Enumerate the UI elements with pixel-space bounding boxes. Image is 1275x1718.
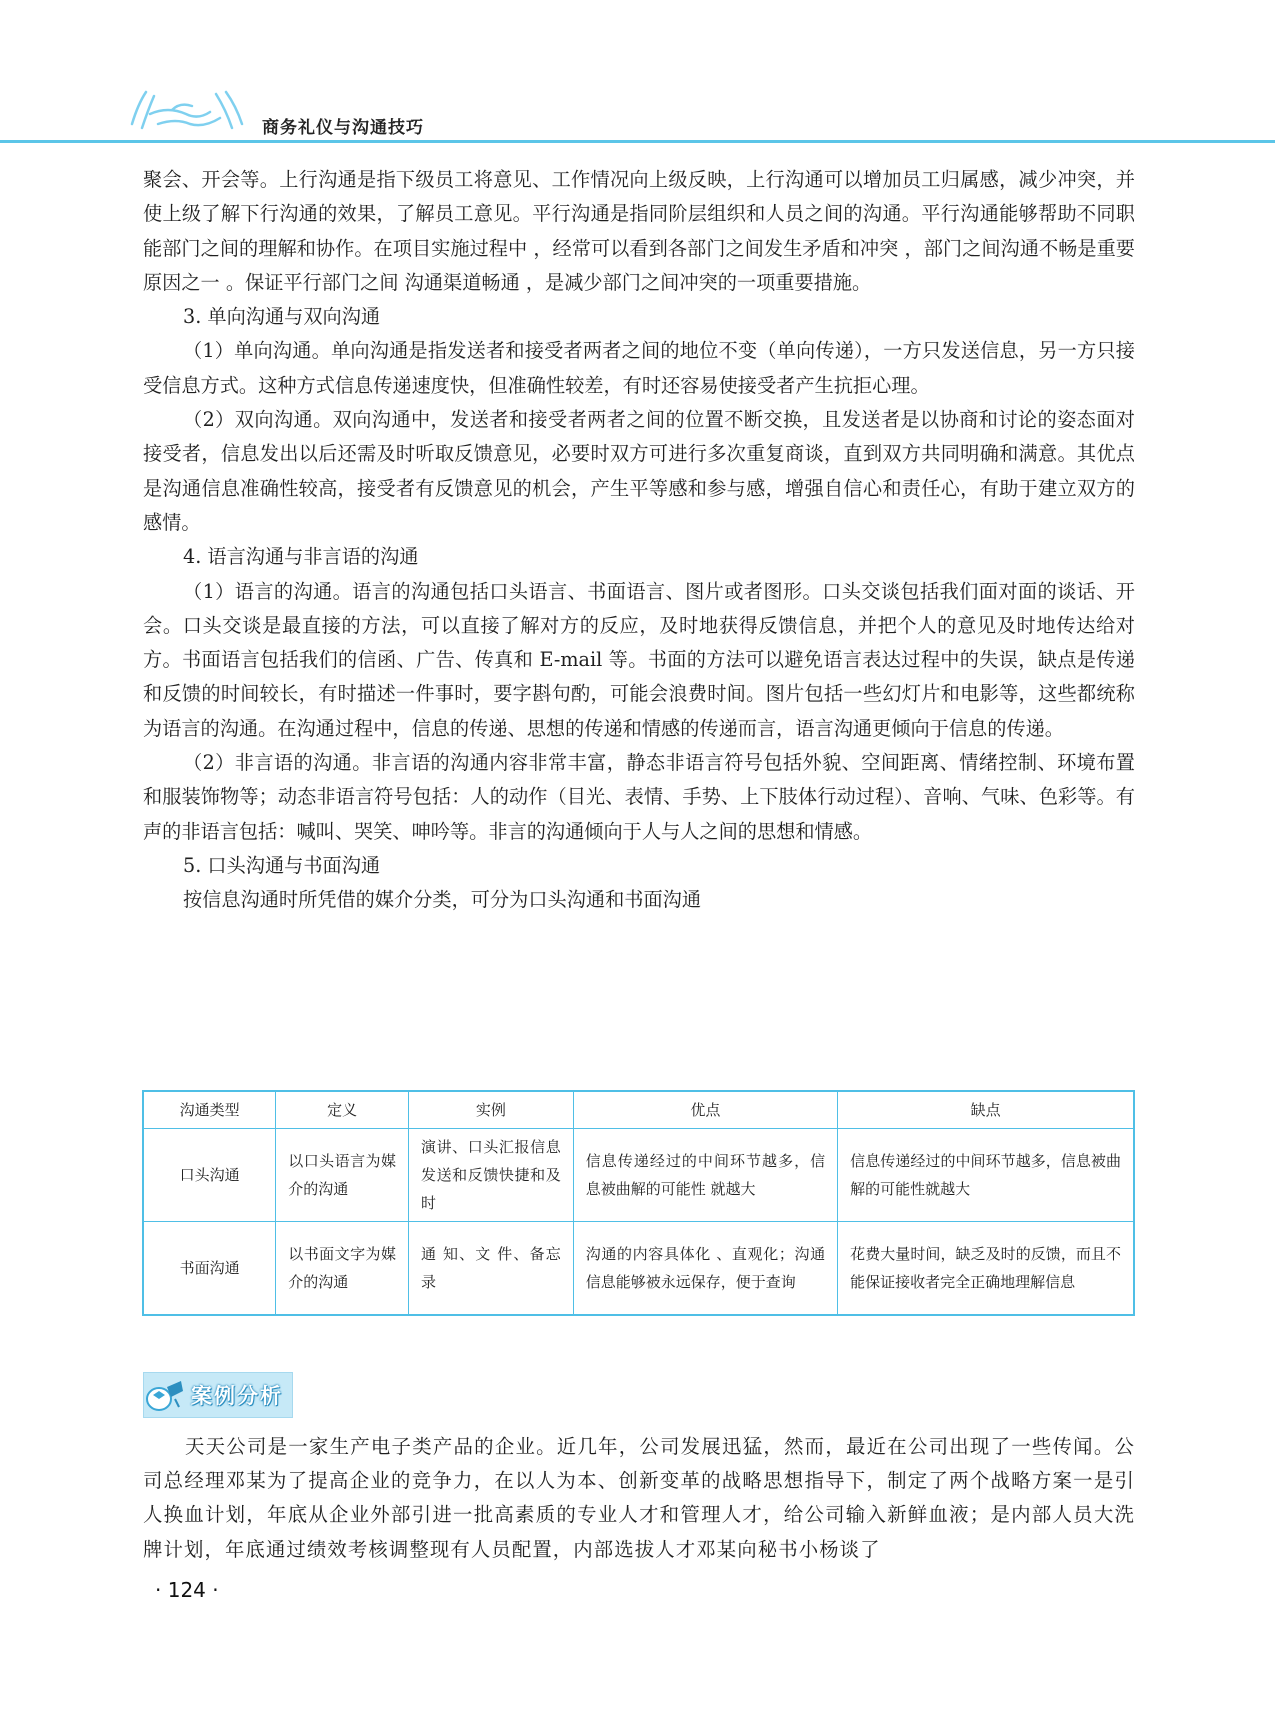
page-number: · 124 · <box>155 1578 219 1602</box>
case-analysis-label: 案例分析 <box>191 1384 283 1408</box>
case-text <box>143 1430 1135 1567</box>
table-header-row <box>143 1091 1134 1129</box>
paragraph: （1）语言的沟通。语言的沟通包括口头语言、书面语言、图片或者图形。口头交谈包括我们面对面的谈话、开会。口头交谈是最直接的方法，可以直接了解对方的反应，及时地获得反馈信息，并把个人的意见及时地传达给对方。书面语言包括我们的信函、广告、传真和 E-mail 等。书面的方法可以避免语言表达过程中的失误，缺点是传递和反馈的时间较长，有时描述一件事时，要字斟句酌，可能会浪费时间。图片包括一些幻灯片和电影等，这些都统称为语言的沟通。在沟通过程中，信息的传递、思想的传递和情感的传递而言，语言沟通更倾向于信息的传递。 <box>143 579 1135 740</box>
table-row <box>143 1222 1134 1316</box>
body-text <box>143 163 1135 918</box>
paragraph: 聚会、开会等。上行沟通是指下级员工将意见、工作情况向上级反映，上行沟通可以增加员工归属感，减少冲突，并使上级了解下行沟通的效果，了解员工意见。平行沟通是指同阶层组织和人员之间的沟通。平行沟通能够帮助不同职能部门之间的理解和协作。在项目实施过程中 ，经常可以看到各部门之间发生矛盾和冲突 ，部门之间沟通不畅是重要原因之一 。保证平行部门之间 沟通渠道畅通 ，是减少部门之间冲突的一项重要措施。 <box>143 168 1135 294</box>
table-cell: 通 知、文 件、备忘录 <box>409 1222 574 1316</box>
section-heading-5: 5. 口头沟通与书面沟通 <box>183 853 381 877</box>
paragraph: 天天公司是一家生产电子类产品的企业。近几年，公司发展迅猛，然而，最近在公司出现了一些传闻。公司总经理邓某为了提高企业的竞争力，在以人为本、创新变革的战略思想指导下，制定了两个战略方案一是引人换血计划，年底从企业外部引进一批高素质的专业人才和管理人才，给公司输入新鲜血液；是内部人员大洗牌计划，年底通过绩效考核调整现有人员配置，内部选拔人才邓某向秘书小杨谈了 <box>143 1435 1135 1561</box>
table-cell: 书面沟通 <box>143 1222 276 1316</box>
page-header <box>0 78 1275 148</box>
table-cell: 演讲、口头汇报信息发送和反馈快捷和及时 <box>409 1129 574 1222</box>
table-cell: 以口头语言为媒介的沟通 <box>276 1129 409 1222</box>
paragraph: （1）单向沟通。单向沟通是指发送者和接受者两者之间的地位不变（单向传递），一方只发送信息，另一方只接受信息方式。这种方式信息传递速度快，但准确性较差，有时还容易使接受者产生抗拒心理。 <box>143 339 1135 397</box>
paragraph: （2）非言语的沟通。非言语的沟通内容非常丰富，静态非语言符号包括外貌、空间距离、情绪控制、环境布置和服装饰物等；动态非语言符号包括：人的动作（目光、表情、手势、上下肢体行动过程）、音响、气味、色彩等。有声的非语言包括：喊叫、哭笑、呻吟等。非言的沟通倾向于人与人之间的思想和情感。 <box>143 751 1135 843</box>
table-cell: 花费大量时间，缺乏及时的反馈，而且不能保证接收者完全正确地理解信息 <box>838 1222 1134 1316</box>
table-header: 定义 <box>276 1091 409 1129</box>
section-heading-3: 3. 单向沟通与双向沟通 <box>183 305 381 329</box>
table-row <box>143 1129 1134 1222</box>
table-header: 缺点 <box>838 1091 1134 1129</box>
table-cell: 信息传递经过的中间环节越多，信息被曲解的可能性就越大 <box>838 1129 1134 1222</box>
handshake-icon <box>128 84 248 138</box>
table-cell: 口头沟通 <box>143 1129 276 1222</box>
paragraph: 按信息沟通时所凭借的媒介分类，可分为口头沟通和书面沟通 <box>183 888 702 912</box>
table-cell: 沟通的内容具体化 、直观化；沟通信息能够被永远保存，便于查询 <box>573 1222 837 1316</box>
table-header: 实例 <box>409 1091 574 1129</box>
book-title: 商务礼仪与沟通技巧 <box>262 118 424 138</box>
table-header: 沟通类型 <box>143 1091 276 1129</box>
section-heading-4: 4. 语言沟通与非言语的沟通 <box>183 545 419 569</box>
header-divider <box>0 140 1275 143</box>
table-cell: 信息传递经过的中间环节越多，信息被曲解的可能性 就越大 <box>573 1129 837 1222</box>
case-analysis-badge <box>143 1372 293 1418</box>
table-header: 优点 <box>573 1091 837 1129</box>
graduation-cap-icon <box>145 1377 185 1413</box>
communication-table <box>142 1090 1135 1316</box>
paragraph: （2）双向沟通。双向沟通中，发送者和接受者两者之间的位置不断交换，且发送者是以协商和讨论的姿态面对接受者，信息发出以后还需及时听取反馈意见，必要时双方可进行多次重复商谈，直到双方共同明确和满意。其优点是沟通信息准确性较高，接受者有反馈意见的机会，产生平等感和参与感，增强自信心和责任心，有助于建立双方的感情。 <box>143 408 1135 534</box>
table-cell: 以书面文字为媒介的沟通 <box>276 1222 409 1316</box>
